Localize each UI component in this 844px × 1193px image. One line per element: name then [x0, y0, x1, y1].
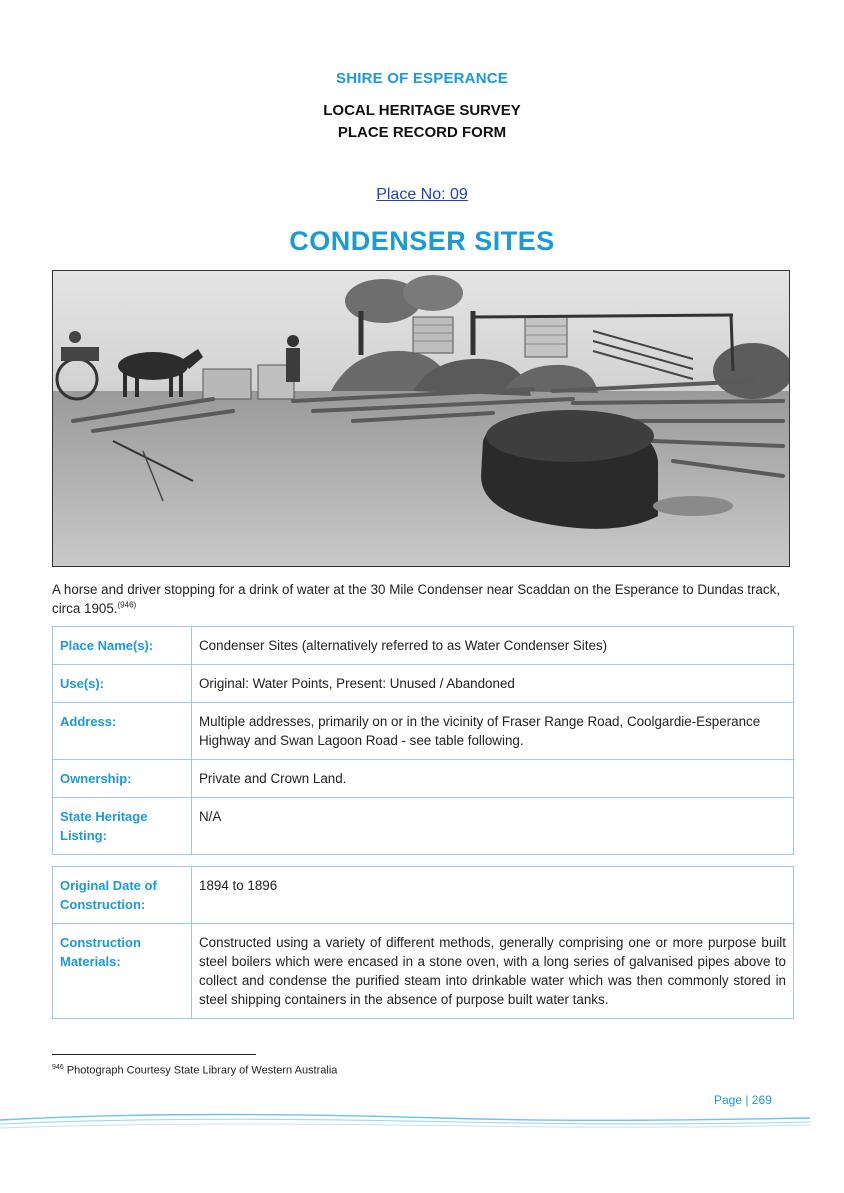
table-row: [53, 798, 794, 855]
historic-photograph: [52, 270, 790, 567]
page-number: Page | 269: [714, 1093, 772, 1107]
footnote-text: Photograph Courtesy State Library of Western Australia: [63, 1064, 338, 1077]
place-number-link[interactable]: Place No: 09: [376, 186, 468, 203]
place-details-table: [52, 626, 794, 855]
table-row: [53, 867, 794, 924]
footer-wave-decoration: [0, 1108, 844, 1134]
row-label: State Heritage Listing:: [53, 798, 192, 855]
row-label: Construction Materials:: [53, 924, 192, 1019]
row-value: N/A: [192, 798, 794, 855]
row-label: Address:: [53, 703, 192, 760]
table-row: [53, 703, 794, 760]
row-value: Condenser Sites (alternatively referred to as Water Condenser Sites): [192, 627, 794, 665]
row-value: Private and Crown Land.: [192, 760, 794, 798]
construction-details-table: [52, 866, 794, 1019]
footnote-divider: [52, 1054, 256, 1055]
row-value: 1894 to 1896: [192, 867, 794, 924]
table-row: [53, 760, 794, 798]
row-value: Multiple addresses, primarily on or in the vicinity of Fraser Range Road, Coolgardie-Esperance Highway and Swan Lagoon Road - see table following.: [192, 703, 794, 760]
row-label: Use(s):: [53, 665, 192, 703]
caption-footnote-ref[interactable]: (946): [117, 600, 137, 610]
survey-heading-line1: LOCAL HERITAGE SURVEY: [323, 102, 521, 119]
row-value: Original: Water Points, Present: Unused / Abandoned: [192, 665, 794, 703]
photo-caption: [52, 580, 794, 618]
footnote-number: 946: [52, 1064, 64, 1071]
caption-text: A horse and driver stopping for a drink of water at the 30 Mile Condenser near Scaddan on the Esperance to Dundas track, circa 1905.: [52, 582, 780, 616]
table-row: [53, 627, 794, 665]
survey-heading-line2: PLACE RECORD FORM: [337, 124, 507, 141]
page-title: CONDENSER SITES: [289, 226, 555, 256]
row-value: Constructed using a variety of different methods, generally comprising one or more purpose built steel boilers which were encased in a stone oven, with a long series of galvanised pipes above to collect and condense the purified steam into drinkable water which was then commonly stored in steel shipping containers in the absence of purpose built water tanks.: [192, 924, 794, 1019]
organisation-heading: SHIRE OF ESPERANCE: [336, 70, 508, 87]
footnote: [52, 1064, 337, 1077]
table-row: [53, 924, 794, 1019]
row-label: Ownership:: [53, 760, 192, 798]
table-row: [53, 665, 794, 703]
row-label: Original Date of Construction:: [53, 867, 192, 924]
row-label: Place Name(s):: [53, 627, 192, 665]
